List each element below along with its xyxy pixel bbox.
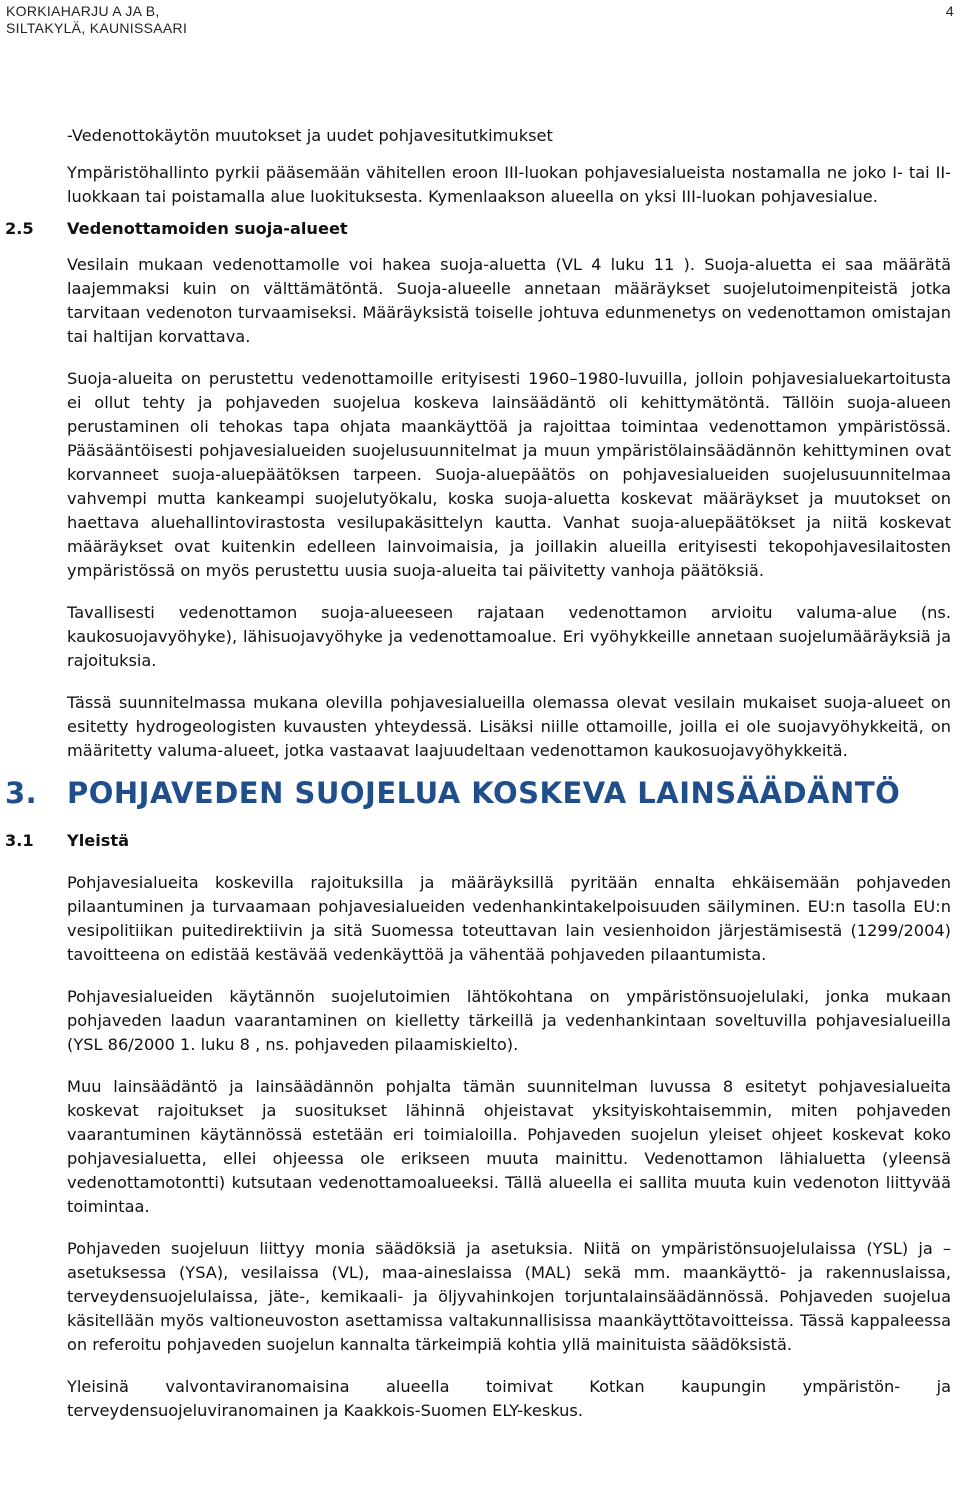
header-line-1: KORKIAHARJU A JA B, [6, 3, 160, 19]
paragraph-2-5-2: Suoja-alueita on perustettu vedenottamoille erityisesti 1960–1980-luvuilla, jolloin pohjavesialuekartoitusta ei ollut tehty ja pohjaveden suojelua koskeva lainsäädäntö oli kehittymätöntä. Tällöin suoja-alueen perustaminen oli tehokas tapa ohjata maankäyttöä ja rajoittaa toimintaa vedenottamon ympäristössä. Pääsääntöisesti pohjavesialueiden suojelusuunnitelmat ja muun ympäristölainsäädännön kehittyminen ovat korvanneet suoja-aluepäätöksen tarpeen. Suoja-aluepäätös on pohjavesialueiden suojelusuunnitelmaa vahvempi mutta kankeampi suojelutyökalu, koska suoja-aluetta koskevat määräykset ja muutokset on haettava aluehallintovirastosta vesilupakäsittelyn kautta. Vanhat suoja-aluepäätökset ja niitä koskevat määräykset ovat kuitenkin edelleen lainvoimaisia, ja joillakin alueilla erityisesti tekopohjavesilaitosten ympäristössä on myös perustettu uusia suoja-alueita tai päivitetty vanhoja päätöksiä. [67, 369, 951, 580]
section-number-2-5: 2.5 [5, 219, 34, 238]
paragraph-2-5-4: Tässä suunnitelmassa mukana olevilla pohjavesialueilla olemassa olevat vesilain mukaiset suoja-alueet on esitetty hydrogeologisten kuvausten yhteydessä. Lisäksi niille ottamoille, joilla ei ole suojavyöhykkeitä, on määritetty valuma-alueet, jotka vastaavat laajuudeltaan vedenottamon kaukosuojavyöhykkeitä. [67, 693, 951, 760]
paragraph-2-5-3: Tavallisesti vedenottamon suoja-alueeseen rajataan vedenottamon arvioitu valuma-alue (ns. kaukosuojavyöhyke), lähisuojavyöhyke ja vedenottamoalue. Eri vyöhykkeille annetaan suojelumääräyksiä ja rajoituksia. [67, 603, 951, 670]
paragraph-3-1-2: Pohjavesialueiden käytännön suojelutoimien lähtökohtana on ympäristönsuojelulaki, jonka mukaan pohjaveden laadun vaarantaminen on kielletty tärkeillä ja vedenhankintaan soveltuvilla pohjavesialueilla (YSL 86/2000 1. luku 8 , ns. pohjaveden pilaamiskielto). [67, 987, 951, 1054]
paragraph-3-1-3: Muu lainsäädäntö ja lainsäädännön pohjalta tämän suunnitelman luvussa 8 esitetyt pohjavesialueita koskevat rajoitukset ja suositukset lähinnä ohjeistavat yksityiskohtaisemmin, miten pohjaveden vaarantuminen käytännössä estetään eri toimialoilla. Pohjaveden suojelun yleiset ohjeet koskevat koko pohjavesialuetta, ellei ohjeessa ole erikseen muuta mainittu. Vedenottamon lähialuetta (yleensä vedenottamotontti) kutsutaan vedenottamoalueeksi. Tällä alueella ei sallita muuta kuin vedenoton liittyvää toimintaa. [67, 1077, 951, 1216]
section-heading-2-5 [5, 217, 951, 241]
section-title-2-5: Vedenottamoiden suoja-alueet [67, 219, 348, 238]
chapter-number-3: 3. [5, 776, 38, 810]
subheading-vedenottokaytto: -Vedenottokäytön muutokset ja uudet pohjavesitutkimukset [67, 126, 553, 145]
paragraph-3-1-1: Pohjavesialueita koskevilla rajoituksilla ja määräyksillä pyritään ennalta ehkäisemään pohjaveden pilaantuminen ja turvaamaan pohjavesialueiden vedenhankintakelpoisuuden säilyminen. EU:n tasolla EU:n vesipolitiikan puitedirektiivin ja sitä Suomessa toteuttavan lain vesienhoidon järjestämisestä (1299/2004) tavoitteena on edistää kestävää vedenkäyttöä ja vähentää pohjaveden pilaantumista. [67, 873, 951, 964]
chapter-heading-3 [5, 775, 951, 811]
paragraph-3-1-5: Yleisinä valvontaviranomaisina alueella toimivat Kotkan kaupungin ympäristön- ja terveydensuojeluviranomainen ja Kaakkois-Suomen ELY-keskus. [67, 1377, 951, 1420]
section-heading-3-1 [5, 829, 951, 853]
chapter-title-3: POHJAVEDEN SUOJELUA KOSKEVA LAINSÄÄDÄNTÖ [67, 776, 901, 810]
section-title-3-1: Yleistä [67, 831, 130, 850]
header-project-title [6, 3, 187, 37]
document-body [5, 124, 951, 1423]
paragraph-2-5-1: Vesilain mukaan vedenottamolle voi hakea suoja-aluetta (VL 4 luku 11 ). Suoja-aluetta ei saa määrätä laajemmaksi kuin on välttämätöntä. Suoja-alueelle annetaan määräykset suojelutoimenpiteistä jotka tarvitaan vedenoton turvaamiseksi. Määräyksistä toiselle johtuva edunmenetys on vedenottamon omistajan tai haltijan korvattava. [67, 255, 951, 346]
header-line-2: SILTAKYLÄ, KAUNISSAARI [6, 20, 188, 36]
section-number-3-1: 3.1 [5, 831, 34, 850]
page-number: 4 [945, 3, 954, 19]
paragraph-3-1-4: Pohjaveden suojeluun liittyy monia säädöksiä ja asetuksia. Niitä on ympäristönsuojelulaissa (YSL) ja –asetuksessa (YSA), vesilaissa (VL), maa-aineslaissa (MAL) sekä mm. maankäyttö- ja rakennuslaissa, terveydensuojelulaissa, jäte-, kemikaali- ja öljyvahinkojen torjuntalainsäädännössä. Pohjaveden suojelua käsitellään myös valtioneuvoston asettamissa valtakunnallisissa maankäyttötavoitteissa. Tässä kappaleessa on referoitu pohjaveden suojelun kannalta tärkeimpiä kohtia yllä mainituista säädöksistä. [67, 1239, 951, 1354]
paragraph-luokitus: Ympäristöhallinto pyrkii pääsemään vähitellen eroon III-luokan pohjavesialueista nostamalla ne joko I- tai II-luokkaan tai poistamalla alue luokituksesta. Kymenlaakson alueella on yksi III-luokan pohjavesialue. [67, 163, 951, 206]
